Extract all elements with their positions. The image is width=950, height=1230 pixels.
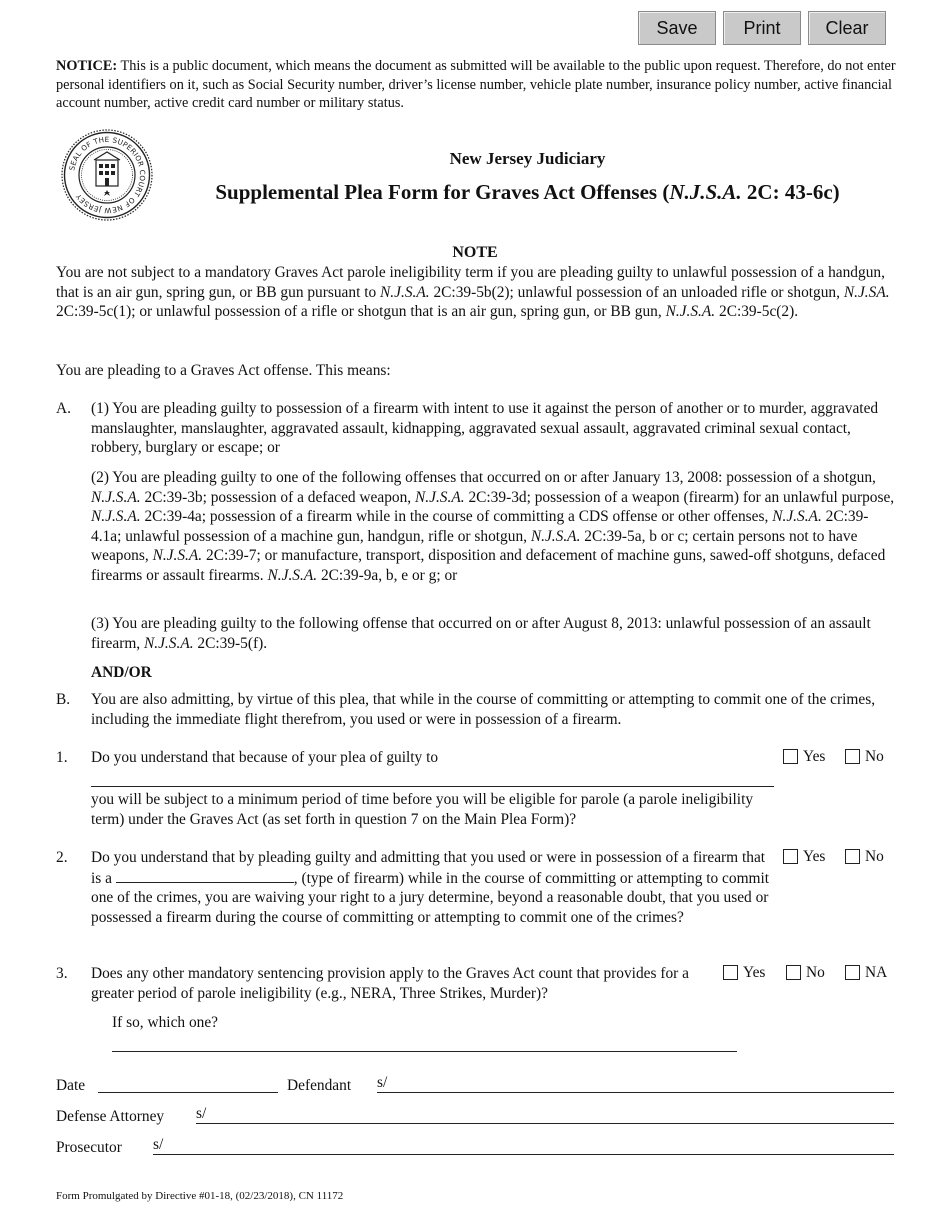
a2-cite: N.J.S.A.	[152, 547, 203, 565]
question-2-text	[91, 848, 777, 927]
question-3-followup: If so, which one?	[112, 1014, 218, 1031]
a2-cite: N.J.S.A.	[415, 488, 465, 506]
defendant-label: Defendant	[287, 1077, 352, 1094]
a2-cite: N.J.S.A.	[530, 527, 581, 545]
section-a-item-1: (1) You are pleading guilty to possession of a firearm with intent to use it against the person of another or to murder, aggravated manslaughter, manslaughter, aggravated assault, kidnapping, aggravated sexual assault, aggravated criminal sexual contact, robbery, burglary or escape; or	[91, 400, 879, 457]
notice-heading: NOTICE:	[56, 58, 118, 74]
a2-text: (2) You are pleading guilty to one of the following offenses that occurred on or after January 13, 2008: possession of a shotgun,	[91, 469, 876, 486]
section-b-label: B.	[56, 691, 71, 708]
date-label: Date	[56, 1077, 86, 1094]
q3-no-checkbox[interactable]	[786, 965, 801, 980]
question-3-text: Does any other mandatory sentencing provision apply to the Graves Act count that provides for a greater period of parole ineligibility (e.g., NERA, Three Strikes, Murder)?	[91, 965, 689, 1002]
a2-text: 2C:39-4.1a; unlawful possession of a machine gun, handgun, rifle or shotgun,	[91, 508, 869, 545]
q1-yes-checkbox[interactable]	[783, 749, 798, 764]
a3-cite: N.J.S.A.	[143, 634, 194, 652]
note-cite-3: N.J.S.A.	[665, 303, 716, 321]
prosecutor-sig-prefix: s/	[153, 1136, 164, 1153]
defendant-sig-prefix: s/	[377, 1074, 388, 1091]
a2-text: 2C:39-9a, b, e or g; or	[317, 566, 458, 584]
attorney-sig-prefix: s/	[196, 1105, 207, 1122]
section-b-text: You are also admitting, by virtue of this plea, that while in the course of committing or attempting to commit one of the crimes, including the immediate flight therefrom, you used or were in possession of a firearm.	[91, 691, 876, 728]
a3-text: 2C:39-5(f).	[193, 634, 268, 652]
note-text-1: You are not subject to a mandatory Graves Act parole ineligibility term if you are pleading guilty to unlawful possession of a handgun, that is an air gun, spring gun, or BB gun pursuant to	[56, 264, 885, 301]
note-cite-2: N.J.SA.	[843, 283, 890, 301]
q3-no-label: No	[806, 964, 825, 981]
clear-button[interactable]: Clear	[808, 11, 886, 45]
form-title-suffix: 2C: 43-6c)	[741, 180, 840, 204]
a2-text: 2C:39-7; or manufacture, transport, disposition and defacement of machine guns, sawed-off shotguns, defaced firearms or assault firearms.	[91, 547, 886, 584]
q2-yes-label: Yes	[803, 848, 826, 865]
q1-yes-label: Yes	[803, 748, 826, 765]
q1-no-label: No	[865, 748, 884, 765]
a2-cite: N.J.S.A.	[772, 508, 822, 526]
q3-na-checkbox[interactable]	[845, 965, 860, 980]
note-text-4: 2C:39-5c(2).	[715, 303, 799, 321]
a2-text: 2C:39-5a, b or c; certain persons not to have weapons,	[91, 527, 858, 565]
a2-cite: N.J.S.A.	[91, 508, 141, 526]
q2-text-a: Do you understand that by pleading guilty and admitting that you used or were in possession of a firearm that is a	[91, 849, 766, 887]
intro-text: You are pleading to a Graves Act offense. This means:	[56, 362, 391, 379]
defense-attorney-label: Defense Attorney	[56, 1108, 165, 1125]
section-a-label: A.	[56, 400, 71, 417]
section-a-item-2	[91, 468, 897, 586]
q1-offense-field[interactable]	[91, 786, 774, 787]
q3-yes-label: Yes	[743, 964, 766, 981]
q2-yes-checkbox[interactable]	[783, 849, 798, 864]
q1-no-checkbox[interactable]	[845, 749, 860, 764]
q2-firearm-type-field[interactable]	[116, 868, 294, 883]
a2-cite: N.J.S.A.	[91, 488, 141, 506]
q2-text-b: , (type of firearm) while in the course of committing or attempting to commit one of the crimes, you are waiving your right to a jury determine, beyond a reasonable doubt, that you used or possessed a firearm during the course of committing or attempting to commit one of the crimes?	[91, 869, 770, 926]
seal-text: SEAL OF THE SUPERIOR COURT OF NEW JERSEY	[67, 134, 148, 216]
a2-text: 2C:39-3b; possession of a defaced weapon,	[140, 488, 415, 506]
notice-text: This is a public document, which means the document as submitted will be available to the public upon request. Therefore, do not enter personal identifiers on it, such as Social Security number, driver’s license number, vehicle plate number, insurance policy number, active financial account number, active credit card number or military status.	[56, 58, 896, 111]
form-title-prefix: Supplemental Plea Form for Graves Act Offenses (	[215, 180, 670, 204]
a2-text: 2C:39-3d; possession of a weapon (firearm) for an unlawful purpose,	[464, 488, 895, 506]
a2-text: 2C:39-4a; possession of a firearm while in the course of committing a CDS offense or other offenses,	[140, 508, 773, 526]
print-button[interactable]: Print	[723, 11, 801, 45]
agency-name: New Jersey Judiciary	[449, 149, 606, 168]
q3-yes-checkbox[interactable]	[723, 965, 738, 980]
form-title-cite: N.J.S.A.	[669, 180, 742, 204]
defense-attorney-signature-field[interactable]	[196, 1123, 894, 1124]
a3-text: (3) You are pleading guilty to the following offense that occurred on or after August 8, 2013: unlawful possession of an assault firearm,	[91, 615, 871, 652]
defendant-signature-field[interactable]	[377, 1092, 894, 1093]
note-text-2: 2C:39-5b(2); unlawful possession of an unloaded rifle or shotgun,	[429, 283, 844, 301]
question-3-number: 3.	[56, 965, 68, 982]
form-title	[0, 180, 950, 204]
question-1-text-cont: you will be subject to a minimum period of time before you will be eligible for parole (a parole ineligibility term) under the Graves Act (as set forth in question 7 on the Main Plea Form)?	[91, 791, 754, 828]
prosecutor-label: Prosecutor	[56, 1139, 122, 1156]
question-1-text: Do you understand that because of your plea of guilty to	[91, 749, 439, 766]
note-text	[56, 263, 894, 322]
section-a-item-3	[91, 614, 897, 653]
note-heading: NOTE	[452, 244, 498, 261]
public-notice	[56, 57, 898, 113]
q3-na-label: NA	[865, 964, 888, 981]
question-1-number: 1.	[56, 749, 68, 766]
note-cite-1: N.J.S.A.	[380, 283, 430, 301]
q2-no-checkbox[interactable]	[845, 849, 860, 864]
q2-no-label: No	[865, 848, 884, 865]
a2-cite: N.J.S.A.	[267, 566, 318, 584]
q3-provision-field[interactable]	[112, 1051, 737, 1052]
question-2-number: 2.	[56, 849, 68, 866]
and-or-label: AND/OR	[91, 664, 152, 681]
date-field[interactable]	[98, 1092, 278, 1093]
note-text-3: 2C:39-5c(1); or unlawful possession of a rifle or shotgun that is an air gun, spring gun, or BB gun,	[56, 303, 666, 321]
prosecutor-signature-field[interactable]	[153, 1154, 894, 1155]
court-seal	[60, 128, 154, 222]
form-footer: Form Promulgated by Directive #01-18, (02/23/2018), CN 11172	[56, 1190, 344, 1202]
save-button[interactable]: Save	[638, 11, 716, 45]
